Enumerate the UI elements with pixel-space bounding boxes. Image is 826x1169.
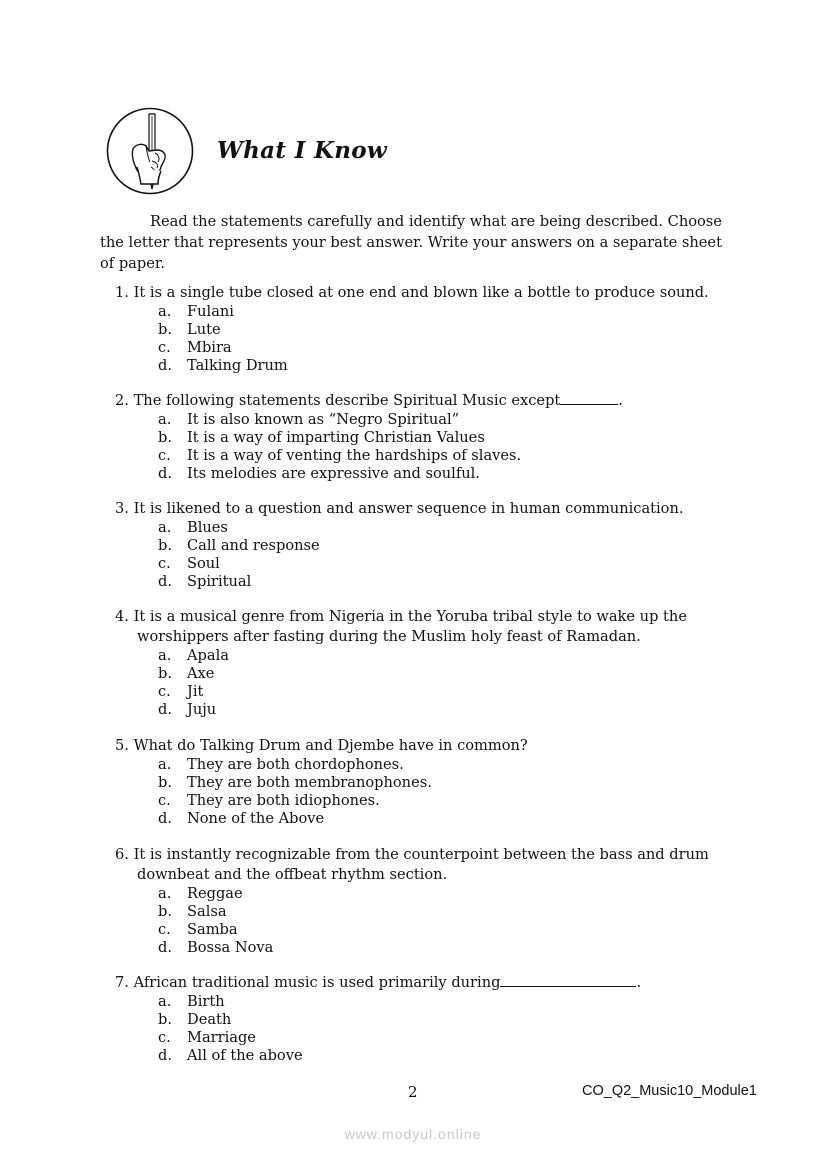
option-text: All of the above (187, 1047, 303, 1064)
question-stem (115, 973, 735, 993)
answer-option (115, 339, 735, 357)
question-text: It is a musical genre from Nigeria in the Yoruba tribal style to wake up the worshippers after fasting during the Muslim holy feast of Ramadan. (133, 608, 687, 645)
answer-option (115, 1047, 735, 1065)
option-text: Blues (187, 519, 228, 536)
option-letter: c. (158, 683, 171, 700)
question-text: It is instantly recognizable from the counterpoint between the bass and drum downbeat and the offbeat rhythm section. (133, 846, 709, 883)
option-text: Samba (187, 921, 238, 938)
option-letter: c. (158, 1029, 171, 1046)
question-item (115, 391, 735, 483)
hand-holding-pencil-icon (106, 107, 194, 195)
question-item (115, 845, 735, 957)
option-text: Axe (187, 665, 215, 682)
section-title: What I Know (217, 137, 388, 164)
question-stem (115, 283, 735, 303)
answer-option (115, 1011, 735, 1029)
option-letter: d. (158, 701, 172, 718)
answer-option (115, 357, 735, 375)
question-number: 6. (115, 846, 129, 863)
option-letter: a. (158, 756, 172, 773)
option-letter: b. (158, 1011, 172, 1028)
question-text-end: . (636, 974, 642, 991)
answer-option (115, 555, 735, 573)
question-number: 5. (115, 737, 129, 754)
option-text: Death (187, 1011, 232, 1028)
option-letter: a. (158, 411, 172, 428)
question-stem (115, 845, 735, 885)
option-letter: d. (158, 939, 172, 956)
option-letter: d. (158, 810, 172, 827)
question-number: 1. (115, 284, 129, 301)
option-text: Birth (187, 993, 225, 1010)
answer-option (115, 939, 735, 957)
option-text: Its melodies are expressive and soulful. (187, 465, 480, 482)
question-item (115, 607, 735, 719)
option-text: Apala (187, 647, 229, 664)
option-text: Marriage (187, 1029, 256, 1046)
option-text: Juju (187, 701, 217, 718)
option-letter: c. (158, 447, 171, 464)
question-stem (115, 607, 735, 647)
answer-option (115, 810, 735, 828)
question-item (115, 736, 735, 828)
answer-option (115, 921, 735, 939)
option-letter: c. (158, 555, 171, 572)
option-text: They are both chordophones. (187, 756, 404, 773)
option-text: They are both idiophones. (187, 792, 380, 809)
question-item (115, 499, 735, 591)
answer-option (115, 321, 735, 339)
answer-option (115, 303, 735, 321)
option-text: Bossa Nova (187, 939, 274, 956)
option-letter: b. (158, 537, 172, 554)
answer-blank (500, 975, 636, 987)
option-letter: d. (158, 1047, 172, 1064)
option-letter: d. (158, 465, 172, 482)
option-letter: d. (158, 573, 172, 590)
module-code: CO_Q2_Music10_Module1 (582, 1083, 757, 1099)
option-text: Reggae (187, 885, 243, 902)
instructions: Read the statements carefully and identify what are being described. Choose the letter that represents your best answer. Write your answers on a separate sheet of paper. (100, 213, 722, 272)
option-letter: c. (158, 339, 171, 356)
answer-option (115, 993, 735, 1011)
question-stem (115, 391, 735, 411)
answer-option (115, 701, 735, 719)
answer-option (115, 792, 735, 810)
option-letter: b. (158, 665, 172, 682)
answer-blank (560, 393, 618, 405)
option-text: It is also known as “Negro Spiritual” (187, 411, 460, 428)
option-letter: d. (158, 357, 172, 374)
answer-option (115, 774, 735, 792)
answer-option (115, 537, 735, 555)
answer-option (115, 519, 735, 537)
answer-option (115, 447, 735, 465)
option-text: Call and response (187, 537, 320, 554)
option-letter: b. (158, 774, 172, 791)
option-letter: a. (158, 647, 172, 664)
option-letter: c. (158, 921, 171, 938)
question-number: 3. (115, 500, 129, 517)
question-stem (115, 736, 735, 756)
option-text: Mbira (187, 339, 232, 356)
answer-option (115, 683, 735, 701)
question-number: 2. (115, 392, 129, 409)
question-text: It is likened to a question and answer sequence in human communication. (133, 500, 684, 517)
option-letter: c. (158, 792, 171, 809)
question-text: The following statements describe Spiritual Music except (133, 392, 561, 409)
option-text: It is a way of venting the hardships of slaves. (187, 447, 522, 464)
option-text: They are both membranophones. (187, 774, 432, 791)
option-letter: a. (158, 885, 172, 902)
question-item (115, 973, 735, 1065)
answer-option (115, 885, 735, 903)
question-text-end: . (618, 392, 623, 409)
option-text: It is a way of imparting Christian Values (187, 429, 485, 446)
question-text: It is a single tube closed at one end and blown like a bottle to produce sound. (133, 284, 709, 301)
answer-option (115, 1029, 735, 1047)
page-number: 2 (408, 1083, 418, 1101)
question-list (115, 282, 735, 1065)
option-text: Spiritual (187, 573, 252, 590)
question-item (115, 283, 735, 375)
option-text: Jit (187, 683, 204, 700)
question-number: 4. (115, 608, 129, 625)
option-letter: b. (158, 321, 172, 338)
option-letter: a. (158, 993, 172, 1010)
option-text: Talking Drum (187, 357, 288, 374)
option-letter: b. (158, 429, 172, 446)
section-header (106, 107, 606, 197)
option-letter: a. (158, 519, 172, 536)
question-text: What do Talking Drum and Djembe have in common? (133, 737, 528, 754)
question-number: 7. (115, 974, 129, 991)
answer-option (115, 647, 735, 665)
option-letter: b. (158, 903, 172, 920)
option-letter: a. (158, 303, 172, 320)
answer-option (115, 665, 735, 683)
option-text: Soul (187, 555, 220, 572)
question-text: African traditional music is used primarily during (133, 974, 501, 991)
option-text: Fulani (187, 303, 234, 320)
option-text: Salsa (187, 903, 227, 920)
option-text: None of the Above (187, 810, 325, 827)
option-text: Lute (187, 321, 221, 338)
answer-option (115, 429, 735, 447)
watermark: www.modyul.online (344, 1126, 482, 1142)
answer-option (115, 411, 735, 429)
answer-option (115, 465, 735, 483)
answer-option (115, 903, 735, 921)
question-stem (115, 499, 735, 519)
answer-option (115, 573, 735, 591)
answer-option (115, 756, 735, 774)
